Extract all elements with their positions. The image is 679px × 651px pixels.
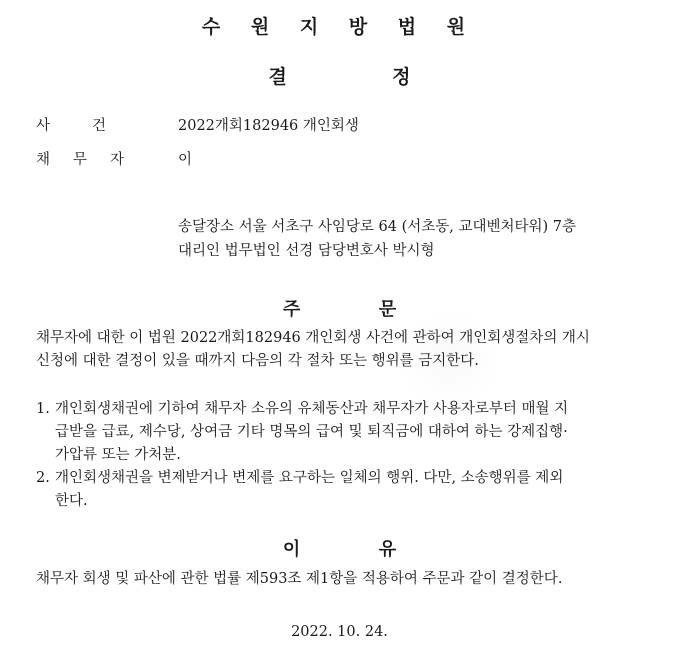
debtor-name: 이 [178,152,193,168]
debtor-label [36,148,124,169]
order-item-line: 개인회생채권을 변제받거나 변제를 요구하는 일체의 행위. 다만, 소송행위를 제외 [55,470,564,486]
debtor-label-char: 자 [109,152,124,168]
reason-heading-left: 이 [282,539,301,560]
order-heading [0,295,679,321]
delivery-agent: 대리인 법무법인 선경 담당변호사 박시형 [178,243,435,259]
court-name: 수 원 지 방 법 원 [201,16,478,38]
case-label-char: 건 [91,118,106,134]
order-intro-line: 채무자에 대한 이 법원 2022개회182946 개인회생 사건에 관하여 개인회생절차의 개시 [36,330,590,346]
reason-heading-right: 유 [378,539,397,560]
reason-text: 채무자 회생 및 파산에 관한 법률 제593조 제1항을 적용하여 주문과 같이 결정한다. [36,571,563,587]
order-heading-left: 주 [282,299,301,320]
reason-heading [0,535,679,561]
case-label [36,114,106,135]
order-item-line: 개인회생채권에 기하여 채무자 소유의 유체동산과 채무자가 사용자로부터 매월 지 [55,401,569,417]
order-item-line: 급받을 급료, 제수당, 상여금 기타 명목의 급여 및 퇴직금에 대하여 하는 강제집행· [55,424,568,440]
order-heading-right: 문 [378,299,397,320]
order-item-line: 한다. [55,493,88,509]
order-item-number: 1. [36,401,50,417]
decision-date: 2022. 10. 24. [291,624,388,640]
document-title-right: 정 [392,66,411,88]
order-intro-line: 신청에 대한 결정이 있을 때까지 다음의 각 절차 또는 행위를 금지한다. [36,353,479,369]
case-label-char: 사 [36,118,51,134]
debtor-label-char: 채 [36,152,51,168]
delivery-address: 송달장소 서울 서초구 사임당로 64 (서초동, 교대벤처타워) 7층 [178,219,577,235]
document-title [0,62,679,89]
order-item-number: 2. [36,470,50,486]
debtor-label-char: 무 [72,152,87,168]
case-number: 2022개회182946 개인회생 [178,118,359,134]
order-item-line: 가압류 또는 가처분. [55,447,181,463]
document-title-left: 결 [268,66,287,88]
